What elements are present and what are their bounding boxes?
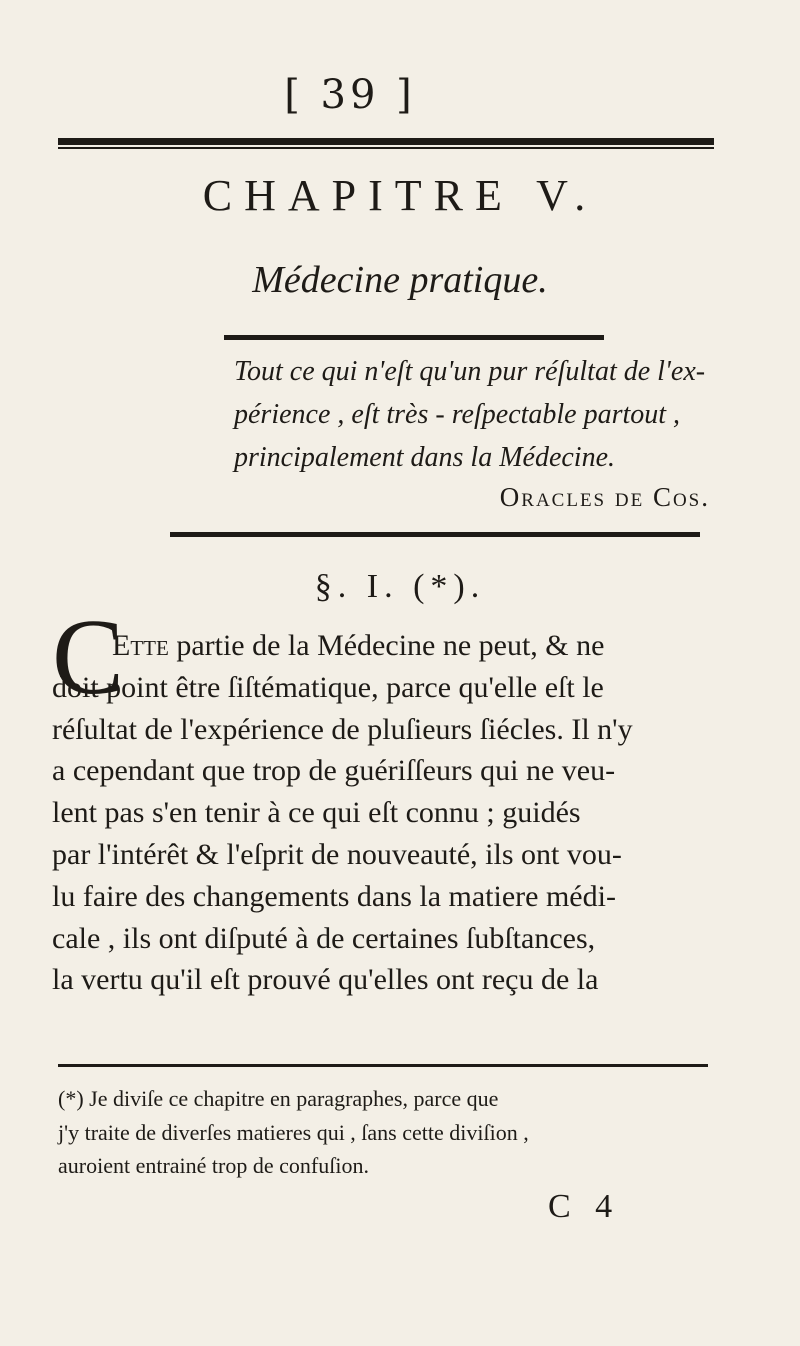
body-text bbox=[52, 625, 712, 1001]
body-line: la vertu qu'il eſt prouvé qu'elles ont reçu de la bbox=[52, 963, 599, 997]
footnote-rule bbox=[58, 1064, 708, 1067]
page-number: [ 39 ] bbox=[284, 72, 416, 118]
signature-mark: C 4 bbox=[548, 1188, 621, 1225]
body-line: par l'intérêt & l'eſprit de nouveauté, ils ont vou- bbox=[52, 837, 622, 871]
epigraph-attribution: Oracles de Cos. bbox=[499, 482, 710, 512]
epigraph bbox=[234, 350, 710, 479]
header-rule-thick bbox=[58, 138, 714, 145]
drop-cap: C bbox=[52, 598, 125, 717]
epigraph-top-rule bbox=[224, 335, 604, 340]
body-line: cale , ils ont diſputé à de certaines ſubſtances, bbox=[52, 921, 596, 955]
first-word: Ette bbox=[112, 629, 169, 662]
body-line: lu faire des changements dans la matiere médi- bbox=[52, 879, 616, 913]
body-line: a cependant que trop de guériſſeurs qui ne veu- bbox=[52, 754, 616, 788]
header-rule-thin bbox=[58, 147, 714, 149]
body-line: réſultat de l'expérience de pluſieurs ſiécles. Il n'y bbox=[52, 712, 633, 746]
epigraph-line: périence , eſt très - reſpectable partout , bbox=[234, 399, 681, 430]
chapter-heading: CHAPITRE V. bbox=[202, 171, 598, 220]
footnote-line: auroient entrainé trop de confuſion. bbox=[58, 1153, 369, 1178]
body-line bbox=[52, 625, 712, 667]
section-heading: §. I. (*). bbox=[314, 568, 486, 605]
body-line: doit point être ſiſtématique, parce qu'elle eſt le bbox=[52, 670, 604, 704]
body-line: lent pas s'en tenir à ce qui eſt connu ; guidés bbox=[52, 796, 581, 830]
epigraph-line: Tout ce qui n'eſt qu'un pur réſultat de l'ex- bbox=[234, 356, 706, 387]
epigraph-bottom-rule bbox=[170, 532, 700, 537]
footnote bbox=[58, 1082, 718, 1183]
footnote-line: j'y traite de diverſes matieres qui , ſans cette diviſion , bbox=[58, 1119, 529, 1145]
first-line-rest: partie de la Médecine ne peut, & ne bbox=[168, 629, 605, 662]
epigraph-line: principalement dans la Médecine. bbox=[234, 442, 616, 473]
chapter-subtitle: Médecine pratique. bbox=[252, 259, 548, 301]
footnote-line: (*) Je diviſe ce chapitre en paragraphes, parce que bbox=[58, 1086, 499, 1111]
